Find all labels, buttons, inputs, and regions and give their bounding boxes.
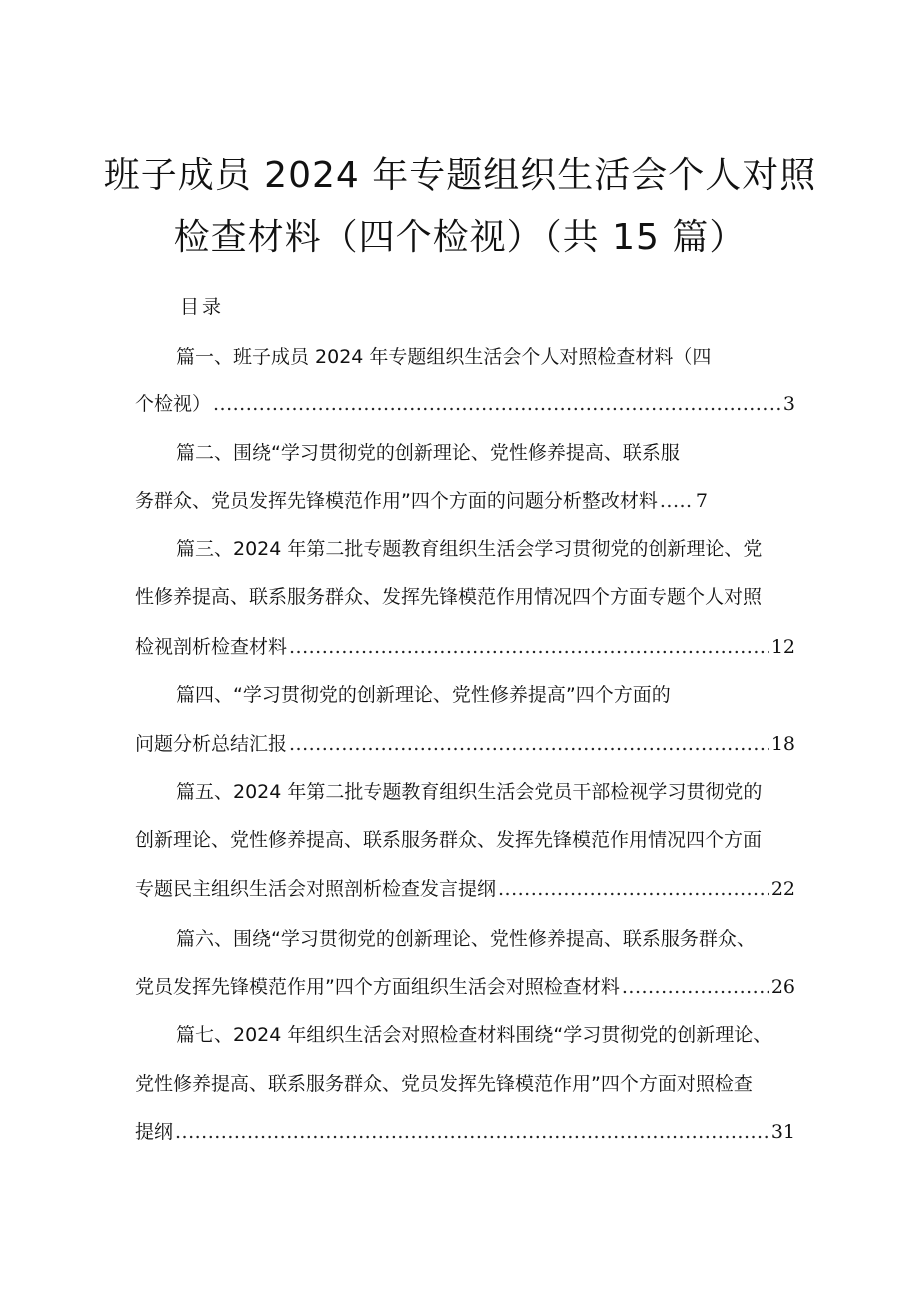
toc-entry-2-line-2[interactable] [135,484,795,518]
toc-entry-6-line-1: 篇六、围绕“学习贯彻党的创新理论、党性修养提高、联系服务群众、 [176,928,756,950]
toc-entry-4-line-2[interactable] [135,727,795,761]
toc-entry-text: 个检视） [135,393,212,415]
document-title-line-1: 班子成员 2024 年专题组织生活会个人对照 [103,155,817,196]
toc-entry-text: 务群众、党员发挥先锋模范作用”四个方面的问题分析整改材料 [135,490,658,512]
toc-entry-7-line-2: 党性修养提高、联系服务群众、党员发挥先锋模范作用”四个方面对照检查 [135,1073,753,1095]
toc-page-number: 7 [695,490,708,512]
dot-leader [660,484,694,518]
toc-entry-text: 党员发挥先锋模范作用”四个方面组织生活会对照检查材料 [135,976,620,998]
toc-heading: 目录 [180,296,225,318]
toc-entry-text: 提纲 [135,1121,174,1143]
toc-entry-4-line-1: 篇四、“学习贯彻党的创新理论、党性修养提高”四个方面的 [176,684,671,706]
dot-leader [622,970,769,1004]
dot-leader [289,630,769,664]
dot-leader [498,872,769,906]
toc-entry-2-line-1: 篇二、围绕“学习贯彻党的创新理论、党性修养提高、联系服 [176,442,680,464]
toc-entry-6-line-2[interactable] [135,970,795,1004]
toc-entry-7-line-3[interactable] [135,1115,795,1149]
toc-entry-3-line-1: 篇三、2024 年第二批专题教育组织生活会学习贯彻党的创新理论、党 [176,538,763,560]
toc-entry-1-line-2[interactable] [135,387,795,421]
toc-entry-5-line-3[interactable] [135,872,795,906]
toc-page-number: 26 [770,976,795,998]
toc-entry-3-line-2: 性修养提高、联系服务群众、发挥先锋模范作用情况四个方面专题个人对照 [135,586,763,608]
toc-entry-text: 专题民主组织生活会对照剖析检查发言提纲 [135,878,497,900]
toc-entry-7-line-1: 篇七、2024 年组织生活会对照检查材料围绕“学习贯彻党的创新理论、 [176,1024,773,1046]
toc-page-number: 18 [770,733,795,755]
dot-leader [213,387,781,421]
toc-entry-5-line-1: 篇五、2024 年第二批专题教育组织生活会党员干部检视学习贯彻党的 [176,781,763,803]
dot-leader [289,727,769,761]
toc-entry-5-line-2: 创新理论、党性修养提高、联系服务群众、发挥先锋模范作用情况四个方面 [135,829,763,851]
toc-page-number: 12 [770,636,795,658]
toc-entry-text: 检视剖析检查材料 [135,636,288,658]
toc-page-number: 31 [770,1121,795,1143]
toc-page-number: 3 [782,393,795,415]
toc-entry-3-line-3[interactable] [135,630,795,664]
toc-entry-1-line-1: 篇一、班子成员 2024 年专题组织生活会个人对照检查材料（四 [176,346,712,368]
toc-entry-text: 问题分析总结汇报 [135,733,288,755]
toc-page-number: 22 [770,878,795,900]
document-title-line-2: 检查材料（四个检视）（共 15 篇） [173,217,747,258]
dot-leader [175,1115,769,1149]
